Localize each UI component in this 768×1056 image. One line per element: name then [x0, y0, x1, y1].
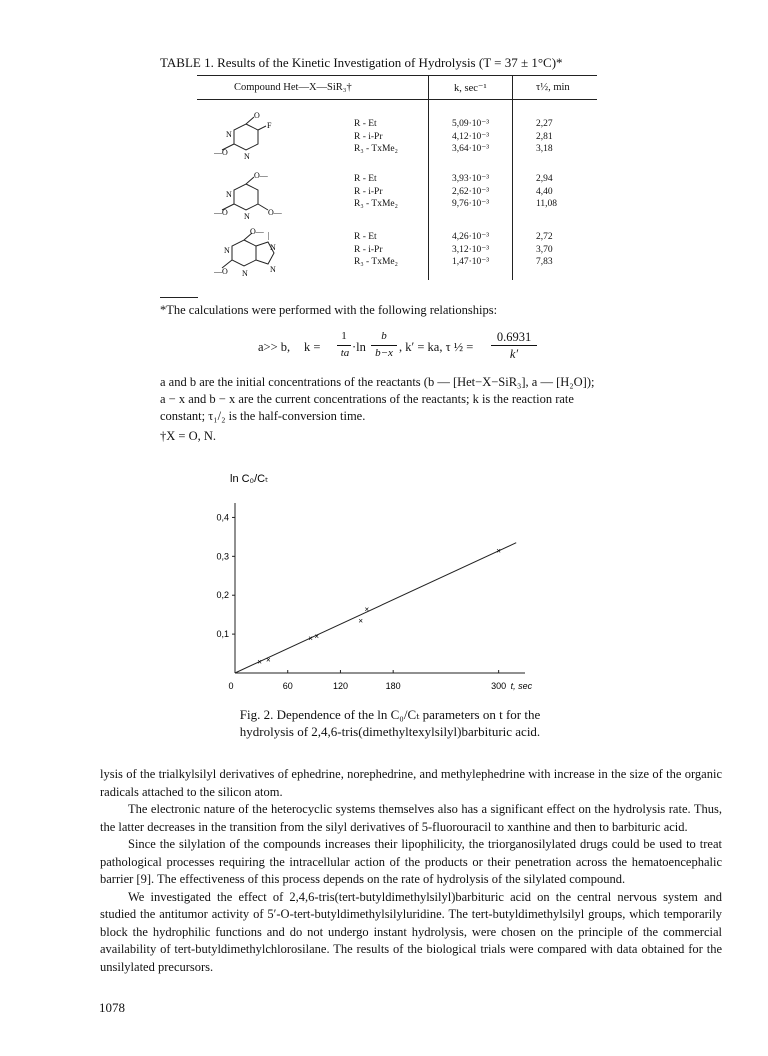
group2-k-column [452, 173, 489, 211]
r-label: R - Et [354, 174, 377, 184]
x-tick-label: 180 [385, 681, 401, 691]
svg-text:O—: O— [250, 228, 264, 236]
hydrolysis-chart [200, 460, 560, 705]
k-value: 3,64·10⁻³ [452, 144, 490, 154]
formula [258, 330, 558, 366]
svg-text:N: N [224, 246, 230, 255]
r-label: R₃ - TxMe₂ [354, 199, 398, 209]
svg-text:O: O [254, 112, 260, 120]
tau-value: 4,40 [536, 186, 553, 197]
x-tick-label: 120 [332, 681, 348, 691]
header-tau: τ½, min [536, 82, 570, 93]
formula-frac2-num: b [381, 330, 387, 342]
svg-text:N: N [244, 212, 250, 221]
tau-value: 3,18 [536, 144, 553, 154]
group3-k-column [452, 231, 489, 269]
r-label: R₃ - TxMe₂ [354, 257, 398, 267]
tau-value: 3,70 [536, 244, 553, 255]
table-top-rule [197, 75, 597, 76]
data-point: × [496, 546, 501, 556]
fraction-bar [491, 345, 537, 346]
svg-text:|: | [268, 231, 270, 240]
footnote-rule [160, 297, 198, 298]
paragraph: We investigated the effect of 2,4,6-tris(tert-butyldimethylsilyl)barbituric acid on the central nervous system and studied the antitumor activity of 5′-O-tert-butyldimethylsilyluridine. The tert-butyldimethylsilyl groups, which temporarily block the hydrophilic functions and do not undergo instant hydrolysis, were chosen on the principle of the commercial availability of tert-butyldimethylchlorosilane. The results of the biological trials were compared with data obtained for the unsilylated precursors. [100, 889, 722, 974]
body-text [100, 766, 722, 976]
r-label: R - Et [354, 232, 377, 242]
group2-r-column [354, 173, 398, 211]
formula-k: k = [304, 340, 321, 354]
header-k: k, sec⁻¹ [454, 83, 487, 94]
fraction-bar [337, 345, 351, 346]
barbituric-acid-silyl-icon [214, 172, 294, 224]
data-point: × [308, 634, 313, 643]
figure-caption-line1: Fig. 2. Dependence of the ln C₀/Cₜ parameters on t for the [239, 707, 541, 722]
table-col-divider-1 [428, 75, 429, 280]
table-title: TABLE 1. Results of the Kinetic Investigation of Hydrolysis (T = 37 ± 1°C)* [160, 55, 563, 70]
table-col-divider-2 [512, 75, 513, 280]
k-value: 4,12·10⁻³ [452, 131, 490, 142]
tau-value: 2,81 [536, 131, 553, 142]
paragraph: lysis of the trialkylsilyl derivatives of ephedrine, norephedrine, and methylephedrine with increase in the size of the organic radicals attached to the silicon atom. [100, 767, 722, 799]
figure-caption-line2: hydrolysis of 2,4,6-tris(dimethyltexylsilyl)barbituric acid. [239, 724, 541, 739]
y-tick-label: 0,4 [216, 512, 229, 523]
r-label: R₃ - TxMe₂ [354, 144, 398, 154]
k-value: 1,47·10⁻³ [452, 257, 490, 267]
formula-condition: a>> b, [258, 340, 291, 354]
footnote-explanation: a and b are the initial concentrations of the reactants (b — [Het−X−SiR₃], a — [H₂O]); a − x and b − x are the current concentrations of the reactants; k is the reaction rate constant; τ₁/₂ is the half-conversion time. [160, 375, 595, 423]
page-number: 1078 [99, 1000, 125, 1015]
data-point: × [314, 632, 320, 642]
y-axis-label: ln C₀/Cₜ [230, 473, 269, 485]
r-label: R - Et [354, 119, 377, 129]
k-value: 4,26·10⁻³ [452, 232, 490, 242]
data-point: × [364, 604, 370, 614]
r-label: R - i-Pr [354, 244, 383, 255]
formula-frac1-num: 1 [341, 330, 347, 342]
svg-text:O—: O— [268, 208, 282, 217]
footnote-dagger: †X = O, N. [160, 429, 217, 443]
data-point: × [358, 616, 364, 626]
svg-text:N: N [242, 269, 248, 278]
svg-text:N: N [244, 152, 250, 161]
tau-value: 2,72 [536, 232, 553, 242]
fit-line [235, 543, 516, 673]
tau-value: 7,83 [536, 257, 553, 267]
group1-tau-column [536, 118, 553, 156]
tau-value: 11,08 [536, 199, 558, 209]
k-value: 5,09·10⁻³ [452, 119, 490, 129]
y-tick-label: 0,1 [216, 629, 229, 640]
group2-tau-column [536, 173, 557, 211]
data-point: × [266, 655, 271, 665]
k-value: 9,76·10⁻³ [452, 199, 490, 209]
svg-text:—O: —O [214, 267, 228, 276]
svg-text:O—: O— [254, 172, 268, 180]
xanthine-silyl-icon [214, 228, 294, 282]
formula-frac3-den: k′ [509, 347, 519, 361]
group3-r-column [354, 231, 398, 269]
group1-r-column [354, 118, 398, 156]
formula-frac3-num: 0.6931 [496, 330, 532, 344]
svg-text:N: N [270, 265, 276, 274]
paragraph: Since the silylation of the compounds increases their lipophilicity, the triorganosilylated drugs could be used to treat pathological processes requiring the intracellular action of the products or their penetration across the hematoencephalic barrier [9]. The effectiveness of this process depends on the rate of hydrolysis of the silylated compound. [100, 837, 722, 886]
formula-frac1-den: ta [340, 347, 350, 359]
fraction-bar [371, 345, 397, 346]
x-axis-label: t, sec [510, 681, 533, 691]
y-tick-label: 0,2 [216, 590, 229, 601]
x-tick-label: 60 [282, 681, 293, 691]
group3-tau-column [536, 231, 553, 269]
r-label: R - i-Pr [354, 131, 383, 142]
formula-ln: ·ln [352, 340, 366, 354]
r-label: R - i-Pr [354, 186, 383, 197]
5-fluorouracil-silyl-icon [214, 112, 294, 164]
svg-text:—O: —O [214, 148, 228, 157]
header-compound: Compound Het—X—SiR₃† [234, 82, 352, 93]
footnote-star: *The calculations were performed with the following relationships: [160, 303, 498, 317]
x-tick-label: 300 [491, 681, 507, 691]
figure-caption [200, 706, 580, 740]
svg-text:F: F [267, 121, 272, 130]
k-value: 3,93·10⁻³ [452, 174, 490, 184]
table-header-rule [197, 99, 597, 100]
k-value: 2,62·10⁻³ [452, 186, 490, 197]
tau-value: 2,27 [536, 119, 553, 129]
svg-text:N: N [270, 243, 276, 252]
x-tick-label: 0 [228, 681, 234, 691]
svg-text:N: N [226, 190, 232, 199]
k-value: 3,12·10⁻³ [452, 244, 490, 255]
y-tick-label: 0,3 [216, 551, 229, 562]
data-point: × [257, 657, 262, 667]
group1-k-column [452, 118, 489, 156]
formula-kprime: , k′ = ka, τ ½ = [399, 340, 474, 354]
svg-text:N: N [226, 130, 232, 139]
tau-value: 2,94 [536, 174, 553, 184]
svg-text:—O: —O [214, 208, 228, 217]
paragraph: The electronic nature of the heterocyclic systems themselves also has a significant effect on the hydrolysis rate. Thus, the latter decreases in the transition from the silyl derivatives of 5-fluorouracil to xanthine and then to barbituric acid. [100, 802, 722, 834]
formula-frac2-den: b−x [375, 347, 393, 359]
